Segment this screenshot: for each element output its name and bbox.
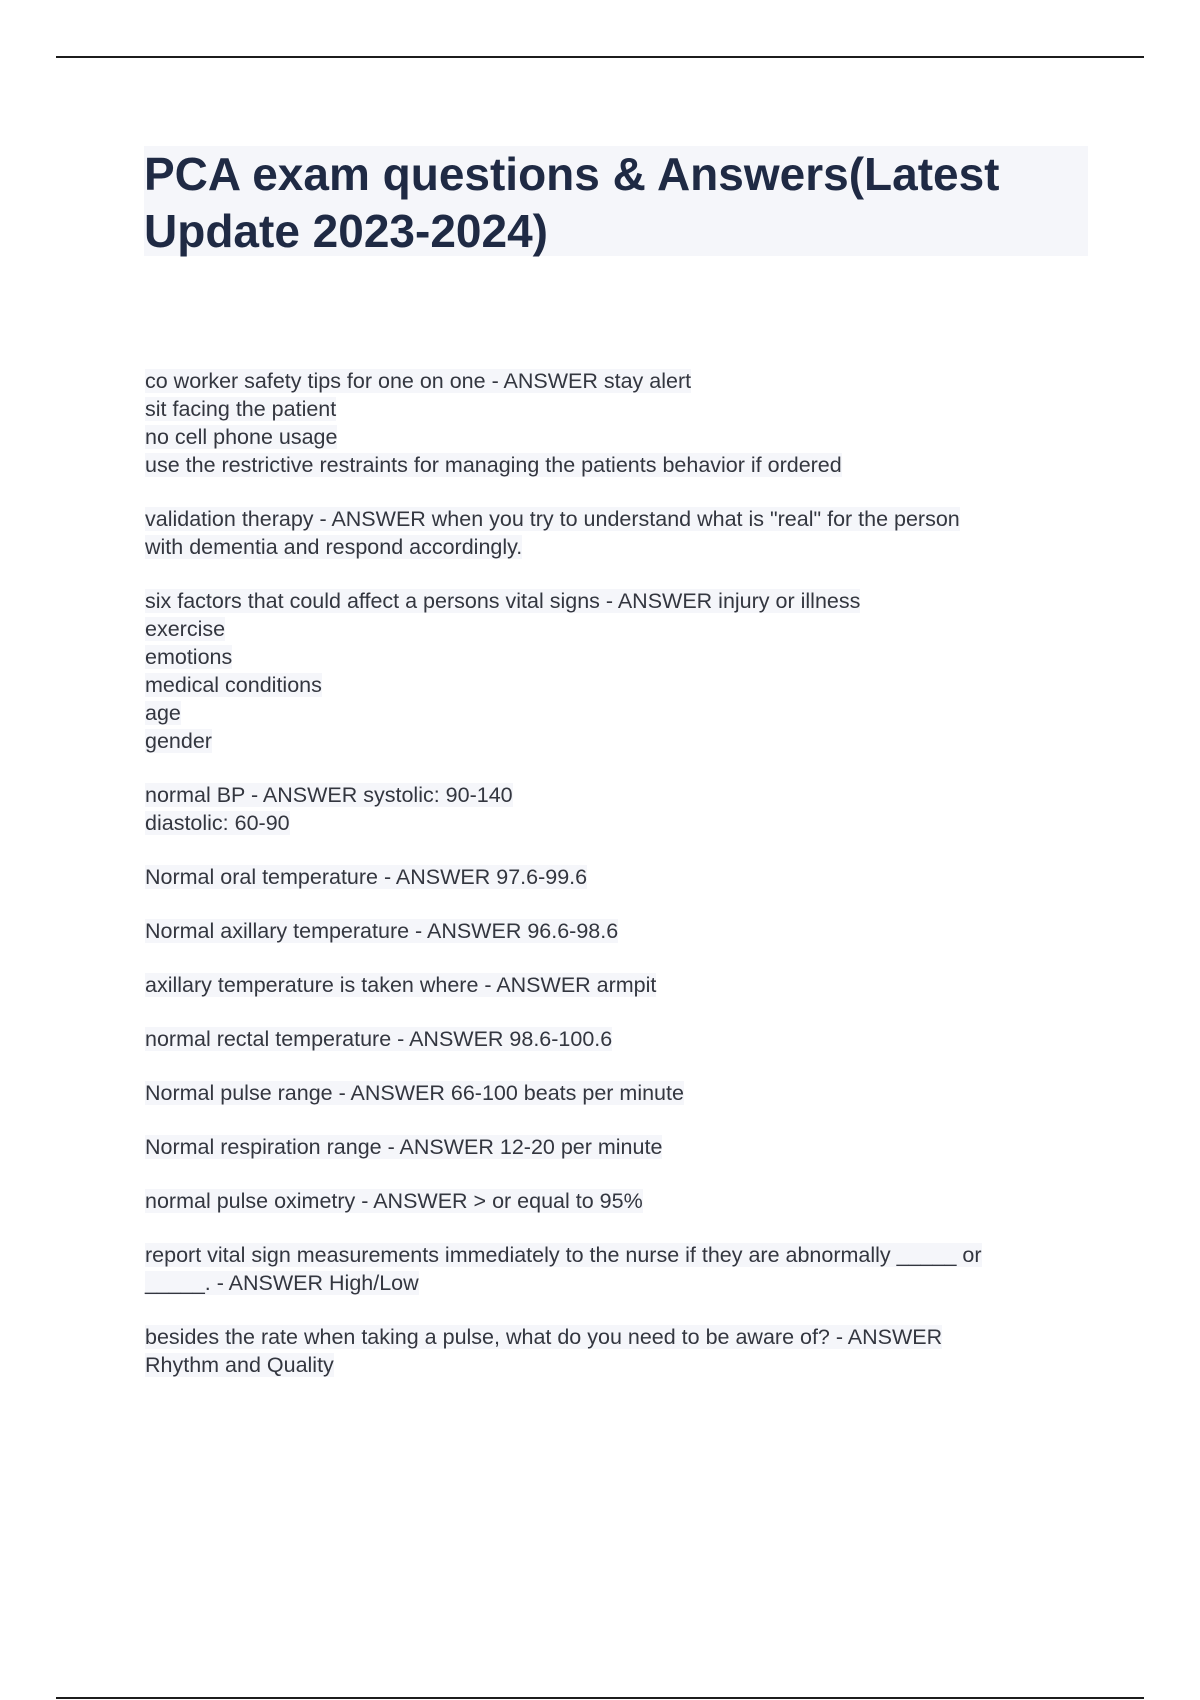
qa-item	[145, 1323, 1095, 1379]
qa-line: normal BP - ANSWER systolic: 90-140	[145, 783, 513, 807]
qa-line: _____. - ANSWER High/Low	[145, 1271, 419, 1295]
qa-line: report vital sign measurements immediately to the nurse if they are abnormally _____ or	[145, 1243, 982, 1267]
qa-line: Normal oral temperature - ANSWER 97.6-99.6	[145, 865, 588, 889]
qa-line: normal rectal temperature - ANSWER 98.6-100.6	[145, 1027, 613, 1051]
qa-item	[145, 917, 1095, 945]
qa-line: diastolic: 60-90	[145, 811, 290, 835]
qa-item	[145, 1079, 1095, 1107]
qa-line: co worker safety tips for one on one - ANSWER stay alert	[145, 369, 692, 393]
top-rule	[56, 56, 1144, 58]
qa-line: Normal axillary temperature - ANSWER 96.6-98.6	[145, 919, 619, 943]
qa-line: Rhythm and Quality	[145, 1353, 334, 1377]
page-title	[144, 146, 1088, 260]
title-line: PCA exam questions & Answers(Latest	[144, 148, 1000, 200]
qa-line: use the restrictive restraints for managing the patients behavior if ordered	[145, 453, 842, 477]
qa-line: axillary temperature is taken where - ANSWER armpit	[145, 973, 657, 997]
qa-item	[145, 1241, 1095, 1297]
qa-item	[145, 587, 1095, 755]
qa-line: six factors that could affect a persons vital signs - ANSWER injury or illness	[145, 589, 861, 613]
qa-item	[145, 1187, 1095, 1215]
qa-line: gender	[145, 729, 212, 753]
qa-line: Normal pulse range - ANSWER 66-100 beats per minute	[145, 1081, 684, 1105]
qa-item	[145, 863, 1095, 891]
qa-item	[145, 505, 1095, 561]
qa-line: Normal respiration range - ANSWER 12-20 per minute	[145, 1135, 663, 1159]
bottom-rule	[56, 1697, 1144, 1699]
qa-line: sit facing the patient	[145, 397, 337, 421]
qa-line: normal pulse oximetry - ANSWER > or equal to 95%	[145, 1189, 643, 1213]
qa-line: medical conditions	[145, 673, 322, 697]
title-line: Update 2023-2024)	[144, 205, 548, 257]
title-block	[144, 146, 1088, 256]
qa-line: besides the rate when taking a pulse, what do you need to be aware of? - ANSWER	[145, 1325, 943, 1349]
qa-list	[145, 367, 1095, 1405]
qa-item	[145, 367, 1095, 479]
qa-line: emotions	[145, 645, 233, 669]
qa-item	[145, 1133, 1095, 1161]
qa-item	[145, 971, 1095, 999]
qa-line: exercise	[145, 617, 226, 641]
qa-item	[145, 781, 1095, 837]
qa-line: validation therapy - ANSWER when you try to understand what is "real" for the person	[145, 507, 960, 531]
qa-line: no cell phone usage	[145, 425, 338, 449]
qa-item	[145, 1025, 1095, 1053]
qa-line: age	[145, 701, 181, 725]
qa-line: with dementia and respond accordingly.	[145, 535, 523, 559]
